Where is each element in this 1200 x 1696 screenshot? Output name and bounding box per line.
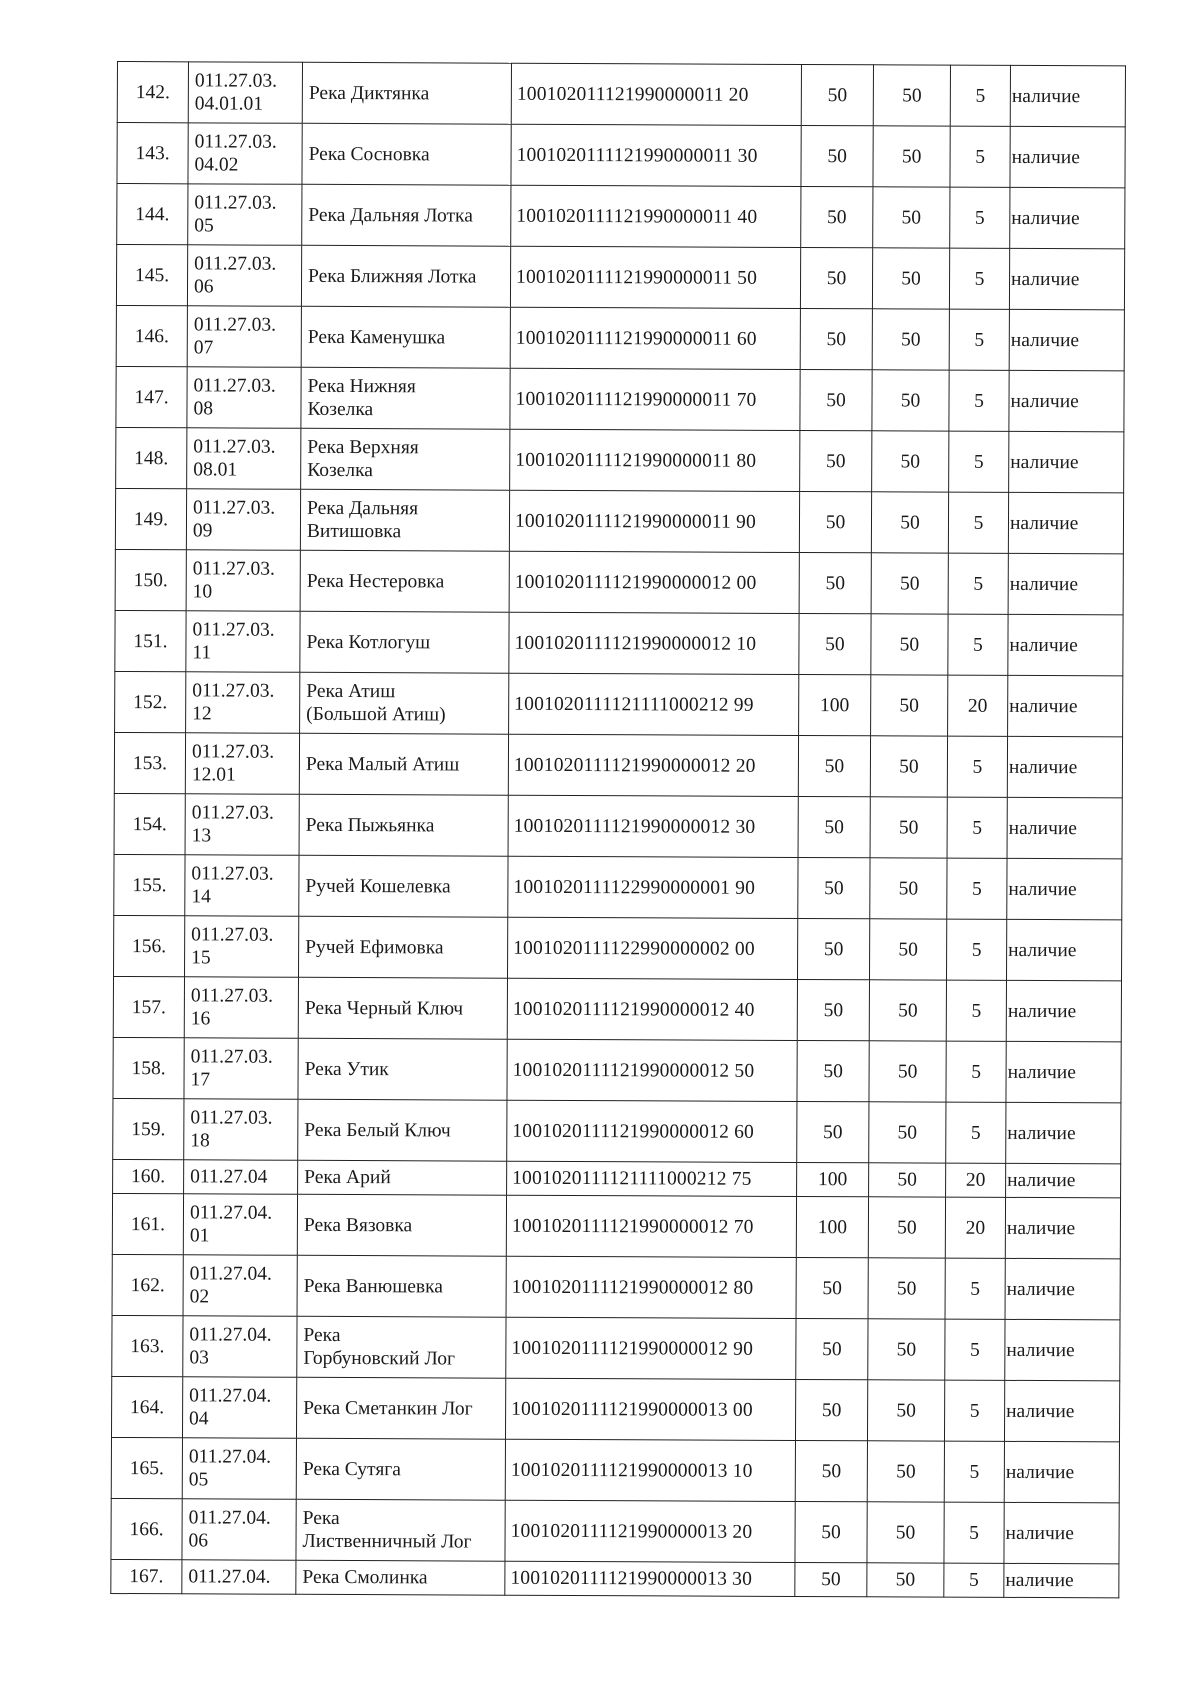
value-col-1: 50 [797,1040,869,1101]
value-col-2: 50 [871,614,948,675]
table-row [111,1376,1119,1441]
value-col-2: 50 [870,736,947,797]
table-row [117,62,1125,127]
table-body [111,62,1126,1598]
registry-number: 1001020111121990000012 00 [509,551,799,613]
value-col-3: 20 [945,1197,1005,1258]
value-col-3: 5 [946,1041,1006,1102]
registry-number: 1001020111122990000002 00 [508,917,798,979]
registry-number: 1001020111122990000001 90 [508,856,798,918]
value-col-1: 50 [795,1562,867,1596]
object-name: Река Горбуновский Лог [297,1316,506,1378]
value-col-2: 50 [867,1563,944,1597]
value-col-1: 50 [797,918,869,979]
table-row [111,1559,1119,1597]
value-col-3: 5 [946,1102,1006,1163]
row-number: 143. [117,123,188,184]
value-col-1: 50 [799,613,871,674]
status-cell: наличие [1004,1441,1119,1503]
value-col-3: 5 [950,187,1010,248]
status-cell: наличие [1008,492,1123,554]
object-name: Река Лиственничный Лог [296,1499,505,1561]
row-number: 160. [113,1159,184,1193]
table-row [114,915,1122,980]
value-col-2: 50 [870,797,947,858]
registry-number: 1001020111121990000012 40 [507,978,797,1040]
value-col-2: 50 [872,248,949,309]
registry-number: 1001020111121990000012 50 [507,1039,797,1101]
registry-number: 1001020111121990000011 40 [511,185,801,247]
status-cell: наличие [1010,65,1125,127]
row-number: 164. [111,1376,182,1437]
object-code: 011.27.03. 09 [186,489,300,550]
object-code: 011.27.03. 12 [186,672,300,733]
object-name: Река Дальняя Лотка [302,184,511,246]
registry-number: 1001020111121990000011 70 [510,368,800,430]
object-code: 011.27.04. 04 [182,1377,296,1438]
value-col-1: 50 [798,735,870,796]
object-name: Река Сметанкин Лог [296,1377,505,1439]
object-code: 011.27.04. 05 [182,1438,296,1499]
row-number: 166. [111,1498,182,1559]
row-number: 162. [112,1254,183,1315]
row-number: 157. [113,976,184,1037]
object-code: 011.27.03. 04.01.01 [188,62,302,123]
status-cell: наличие [1006,1163,1121,1198]
row-number: 154. [114,793,185,854]
value-col-1: 100 [799,674,871,735]
table-row [112,1193,1120,1258]
row-number: 146. [116,305,187,366]
value-col-3: 5 [945,1258,1005,1319]
value-col-2: 50 [873,187,950,248]
registry-number: 1001020111121990000011 50 [510,246,800,308]
table-row [117,123,1125,188]
table-row [113,1037,1121,1102]
table-row [115,549,1123,614]
row-number: 156. [114,915,185,976]
value-col-1: 50 [799,491,871,552]
object-name: Река Сосновка [302,123,511,185]
value-col-3: 5 [948,553,1008,614]
row-number: 152. [115,671,186,732]
value-col-3: 5 [948,614,1008,675]
status-cell: наличие [1008,553,1123,615]
status-cell: наличие [1005,1319,1120,1381]
value-col-3: 5 [945,1319,1005,1380]
object-name: Река Белый Ключ [298,1099,507,1161]
row-number: 147. [116,366,187,427]
object-name: Река Каменушка [301,306,510,368]
table-row [116,305,1124,370]
value-col-3: 5 [949,248,1009,309]
object-code: 011.27.03. 15 [185,916,299,977]
object-name: Река Нестеровка [300,550,509,612]
object-name: Река Нижняя Козелка [301,367,510,429]
registry-number: 1001020111121990000012 10 [509,612,799,674]
value-col-3: 5 [944,1441,1004,1502]
object-code: 011.27.03. 06 [187,245,301,306]
table-row [114,854,1122,919]
value-col-2: 50 [871,675,948,736]
object-code: 011.27.03. 12.01 [185,733,299,794]
table-row [112,1315,1120,1380]
row-number: 167. [111,1559,182,1593]
registry-number: 1001020111121990000011 30 [511,124,801,186]
row-number: 153. [114,732,185,793]
table-row [114,793,1122,858]
value-col-3: 5 [946,919,1006,980]
row-number: 145. [116,245,187,306]
water-objects-table [110,61,1126,1598]
value-col-3: 5 [949,309,1009,370]
status-cell: наличие [1006,1102,1121,1164]
registry-number: 1001020111121990000011 90 [509,490,799,552]
table-row [116,245,1124,310]
object-name: Река Пыжьянка [299,794,508,856]
document-page [110,61,1125,1598]
object-code: 011.27.04. 06 [182,1499,296,1560]
registry-number: 1001020111121111000212 99 [509,673,799,735]
table-row [113,976,1121,1041]
registry-number: 1001020111121990000011 60 [510,307,800,369]
value-col-1: 50 [800,369,872,430]
value-col-2: 50 [869,1163,946,1197]
value-col-1: 50 [801,186,873,247]
value-col-1: 50 [801,125,873,186]
table-row [111,1437,1119,1502]
value-col-1: 50 [800,430,872,491]
object-code: 011.27.03. 04.02 [188,123,302,184]
row-number: 148. [116,427,187,488]
registry-number: 1001020111121990000012 20 [508,734,798,796]
value-col-2: 50 [869,980,946,1041]
registry-number: 1001020111121990000013 10 [505,1439,795,1501]
table-row [115,671,1123,736]
registry-number: 1001020111121111000212 75 [507,1161,797,1196]
value-col-2: 50 [872,431,949,492]
status-cell: наличие [1006,1041,1121,1103]
registry-number: 1001020111121990000012 60 [507,1100,797,1162]
value-col-2: 50 [867,1502,944,1563]
value-col-1: 50 [795,1501,867,1562]
registry-number: 1001020111121990000012 70 [506,1195,796,1257]
object-code: 011.27.03. 08.01 [187,428,301,489]
row-number: 142. [117,62,188,123]
table-row [116,427,1124,492]
value-col-1: 50 [796,1257,868,1318]
status-cell: наличие [1008,675,1123,737]
object-name: Река Ближняя Лотка [301,245,510,307]
registry-number: 1001020111121990000012 30 [508,795,798,857]
object-code: 011.27.03. 11 [186,611,300,672]
object-code: 011.27.03. 05 [188,184,302,245]
table-row [115,488,1123,553]
status-cell: наличие [1007,797,1122,859]
value-col-3: 20 [948,675,1008,736]
table-row [112,1254,1120,1319]
value-col-3: 5 [947,858,1007,919]
object-name: Река Смолинка [296,1560,505,1595]
object-code: 011.27.03. 14 [185,855,299,916]
table-row [117,184,1125,249]
value-col-3: 5 [948,492,1008,553]
object-code: 011.27.03. 08 [187,367,301,428]
value-col-1: 50 [797,979,869,1040]
row-number: 151. [115,610,186,671]
object-code: 011.27.04. 01 [183,1194,297,1255]
value-col-2: 50 [869,1041,946,1102]
object-name: Река Верхняя Козелка [301,428,510,490]
status-cell: наличие [1009,370,1124,432]
value-col-3: 5 [949,431,1009,492]
object-name: Река Арий [298,1160,507,1195]
value-col-2: 50 [871,553,948,614]
value-col-3: 5 [947,797,1007,858]
status-cell: наличие [1010,126,1125,188]
table-row [114,732,1122,797]
row-number: 165. [111,1437,182,1498]
status-cell: наличие [1008,614,1123,676]
status-cell: наличие [1005,1258,1120,1320]
value-col-2: 50 [869,919,946,980]
object-name: Река Диктянка [302,62,511,124]
object-code: 011.27.03. 17 [184,1038,298,1099]
value-col-2: 50 [872,309,949,370]
status-cell: наличие [1009,431,1124,493]
registry-number: 1001020111121990000013 00 [505,1378,795,1440]
object-name: Река Сутяга [296,1438,505,1500]
object-name: Река Котлогуш [300,611,509,673]
status-cell: наличие [1009,309,1124,371]
value-col-3: 5 [947,736,1007,797]
table-row [113,1098,1121,1163]
registry-number: 1001020111121990000012 90 [506,1317,796,1379]
object-name: Река Малый Атиш [299,733,508,795]
object-code: 011.27.04. 02 [183,1255,297,1316]
object-name: Река Дальняя Витишовка [300,489,509,551]
row-number: 144. [117,184,188,245]
row-number: 158. [113,1037,184,1098]
value-col-3: 5 [949,370,1009,431]
value-col-2: 50 [873,65,950,126]
status-cell: наличие [1006,919,1121,981]
value-col-2: 50 [868,1258,945,1319]
object-code: 011.27.03. 10 [186,550,300,611]
value-col-1: 50 [797,1101,869,1162]
object-name: Река Ванюшевка [297,1255,506,1317]
status-cell: наличие [1009,248,1124,310]
value-col-1: 50 [796,1318,868,1379]
value-col-2: 50 [869,1102,946,1163]
value-col-1: 50 [795,1440,867,1501]
status-cell: наличие [1004,1502,1119,1564]
object-code: 011.27.03. 18 [184,1099,298,1160]
value-col-3: 5 [946,980,1006,1041]
table-row [111,1498,1119,1563]
value-col-2: 50 [867,1441,944,1502]
status-cell: наличие [1005,1197,1120,1259]
object-code: 011.27.04 [184,1160,298,1194]
value-col-2: 50 [872,370,949,431]
status-cell: наличие [1010,187,1125,249]
object-code: 011.27.04. [182,1560,296,1594]
registry-number: 1001020111121990000012 80 [506,1256,796,1318]
value-col-3: 20 [946,1163,1006,1197]
status-cell: наличие [1004,1563,1119,1598]
value-col-1: 50 [800,247,872,308]
registry-number: 1001020111121990000011 80 [510,429,800,491]
value-col-2: 50 [868,1319,945,1380]
object-code: 011.27.03. 07 [187,306,301,367]
object-name: Ручей Ефимовка [299,916,508,978]
value-col-1: 50 [795,1379,867,1440]
object-name: Река Черный Ключ [298,977,507,1039]
object-code: 011.27.04. 03 [183,1316,297,1377]
value-col-3: 5 [944,1502,1004,1563]
object-code: 011.27.03. 13 [185,794,299,855]
value-col-2: 50 [873,126,950,187]
registry-number: 1001020111121990000013 30 [505,1561,795,1596]
row-number: 161. [112,1193,183,1254]
value-col-1: 100 [796,1196,868,1257]
status-cell: наличие [1007,858,1122,920]
object-name: Ручей Кошелевка [299,855,508,917]
value-col-1: 50 [798,796,870,857]
value-col-3: 5 [950,65,1010,126]
row-number: 155. [114,854,185,915]
object-name: Река Атиш (Большой Атиш) [300,672,509,734]
value-col-3: 5 [944,1563,1004,1597]
status-cell: наличие [1004,1380,1119,1442]
value-col-1: 50 [800,308,872,369]
value-col-1: 50 [801,64,873,125]
value-col-1: 100 [797,1162,869,1196]
value-col-2: 50 [871,492,948,553]
row-number: 163. [112,1315,183,1376]
row-number: 150. [115,549,186,610]
table-row [115,610,1123,675]
row-number: 149. [115,488,186,549]
value-col-3: 5 [950,126,1010,187]
object-name: Река Утик [298,1038,507,1100]
row-number: 159. [113,1098,184,1159]
value-col-3: 5 [944,1380,1004,1441]
object-code: 011.27.03. 16 [184,977,298,1038]
status-cell: наличие [1007,736,1122,798]
registry-number: 100102011121990000011 20 [511,63,801,125]
value-col-1: 50 [798,857,870,918]
registry-number: 1001020111121990000013 20 [505,1500,795,1562]
value-col-2: 50 [870,858,947,919]
table-row [116,366,1124,431]
status-cell: наличие [1006,980,1121,1042]
value-col-2: 50 [867,1380,944,1441]
value-col-1: 50 [799,552,871,613]
value-col-2: 50 [868,1197,945,1258]
table-row [113,1159,1121,1197]
object-name: Река Вязовка [297,1194,506,1256]
